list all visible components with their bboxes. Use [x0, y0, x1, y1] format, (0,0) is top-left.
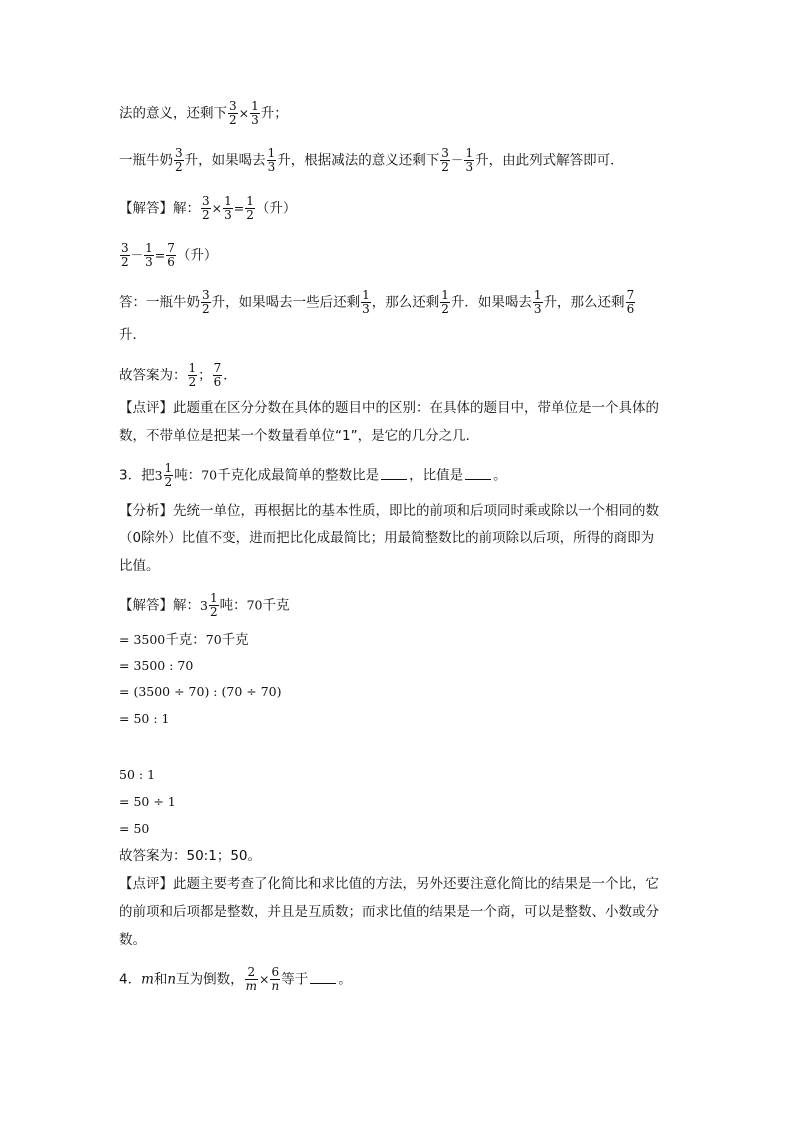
text-line — [119, 289, 636, 316]
numerator: 1 — [533, 288, 542, 302]
text-line: 的前项和后项都是整数，并且是互质数；而求比值的结果是一个商，可以是整数、小数或分 — [119, 904, 659, 920]
fraction — [188, 362, 198, 389]
math-line: = (3500 ÷ 70) : (70 ÷ 70) — [119, 684, 282, 699]
fraction — [209, 592, 219, 619]
numerator: 3 — [441, 146, 449, 160]
text-line — [119, 147, 624, 174]
text: 70 — [246, 597, 263, 613]
fraction — [201, 289, 211, 316]
fraction — [464, 147, 474, 174]
math-line: = 50 : 1 — [119, 711, 170, 726]
denominator: 2 — [202, 302, 210, 316]
numerator: 1 — [164, 461, 173, 475]
answer-blank[interactable] — [310, 971, 336, 984]
fraction — [174, 147, 184, 174]
fraction — [245, 966, 258, 993]
text-line: （0除外）比值不变，进而把比化成最简比；用最简整数比的前项除以后项，所得的商即为 — [119, 530, 655, 546]
text: 吨： — [174, 467, 202, 484]
text: 一瓶牛奶 — [119, 152, 173, 169]
numerator: 1 — [362, 288, 370, 302]
text-line: 数。 — [119, 932, 146, 948]
math-line: = 3500 : 70 — [119, 658, 194, 673]
operator: = — [233, 200, 245, 216]
text: 故答案为： — [119, 367, 187, 384]
text: 法的意义，还剩下 — [119, 105, 227, 122]
fraction — [201, 195, 211, 222]
numerator: 3 — [229, 99, 237, 113]
denominator: 3 — [533, 302, 542, 316]
numerator: 2 — [247, 965, 256, 979]
text-line: 数，不带单位是把某一个数量看单位“1”，是它的几分之几． — [119, 428, 480, 444]
numerator: 3 — [121, 241, 129, 255]
fraction — [361, 289, 371, 316]
denominator: 2 — [229, 113, 237, 127]
text: 千克 — [221, 632, 249, 648]
denominator: 2 — [202, 208, 210, 222]
fraction — [120, 242, 130, 269]
text-line — [119, 362, 237, 389]
numerator: 1 — [188, 361, 197, 375]
denominator: n — [271, 979, 280, 993]
denominator: 2 — [188, 375, 197, 389]
text: 互为倒数， — [176, 971, 244, 988]
denominator: 2 — [121, 255, 129, 269]
numerator: 3 — [202, 288, 210, 302]
numerator: 1 — [267, 146, 276, 160]
numerator: 1 — [209, 591, 218, 605]
fraction — [270, 966, 280, 993]
text: 升； — [260, 105, 288, 122]
text: 4． — [119, 971, 142, 988]
text: ； — [198, 367, 212, 384]
text-line: 升． — [119, 327, 146, 343]
denominator: 3 — [362, 302, 370, 316]
text-line — [119, 630, 249, 650]
whole-part: 3 — [154, 467, 163, 483]
denominator: 6 — [167, 255, 175, 269]
text: ，比值是 — [409, 467, 464, 484]
numerator: 1 — [145, 241, 153, 255]
denominator: 3 — [465, 160, 474, 174]
text-line: 比值。 — [119, 558, 160, 574]
math-line: 50 : 1 — [119, 767, 156, 782]
text-line — [119, 592, 290, 619]
fraction — [228, 100, 238, 127]
text: 升，那么还剩 — [543, 294, 625, 311]
text: （升） — [255, 200, 297, 217]
text: 【解答】解： — [119, 200, 200, 217]
fraction — [164, 462, 174, 489]
text: 千克： — [165, 632, 206, 648]
numerator: 3 — [202, 194, 210, 208]
denominator: 2 — [441, 160, 449, 174]
text: = 3500 — [119, 632, 166, 647]
operator: × — [259, 971, 270, 987]
text: 等于 — [281, 971, 309, 988]
fraction — [213, 362, 223, 389]
fraction — [440, 289, 450, 316]
text: ，那么还剩 — [371, 294, 440, 311]
operator: × — [211, 200, 223, 216]
fraction — [245, 195, 255, 222]
denominator: m — [245, 979, 257, 993]
text: 3．把 — [119, 467, 155, 484]
text-line: 【分析】先统一单位，再根据比的基本性质，即比的前项和后项同时乘或除以一个相同的数 — [119, 503, 659, 519]
operator: － — [450, 152, 464, 168]
operator: = — [154, 247, 166, 263]
denominator: 2 — [164, 475, 173, 489]
text-line: 【点评】此题重在区分分数在具体的题目中的区别：在具体的题目中，带单位是一个具体的 — [119, 400, 659, 416]
denominator: 6 — [626, 302, 635, 316]
denominator: 3 — [145, 255, 153, 269]
text-line — [119, 100, 288, 127]
mixed-number — [155, 462, 175, 489]
denominator: 3 — [267, 160, 276, 174]
text: 升，根据减法的意义还剩下 — [277, 152, 440, 169]
denominator: 2 — [441, 302, 449, 316]
fraction — [250, 100, 260, 127]
text: 升，如果喝去一些后还剩 — [211, 294, 361, 311]
text: ． — [223, 367, 237, 384]
question-4 — [119, 966, 352, 993]
math-line: = 50 — [119, 821, 150, 836]
denominator: 6 — [213, 375, 222, 389]
numerator: 3 — [175, 146, 183, 160]
fraction — [223, 195, 233, 222]
text-line — [119, 242, 217, 269]
text: 。 — [338, 971, 352, 988]
math-line: = 50 ÷ 1 — [119, 794, 176, 809]
numerator: 1 — [251, 99, 259, 113]
answer-blank[interactable] — [381, 467, 407, 480]
operator: － — [130, 247, 144, 263]
text-line: 故答案为：50:1；50。 — [119, 848, 261, 864]
fraction — [440, 147, 450, 174]
numerator: 7 — [167, 241, 175, 255]
text: 和 — [153, 971, 168, 988]
numerator: 1 — [246, 194, 254, 208]
denominator: 3 — [224, 208, 232, 222]
fraction — [626, 289, 636, 316]
variable: m — [141, 971, 154, 988]
text: 答：一瓶牛奶 — [119, 294, 200, 311]
numerator: 1 — [224, 194, 232, 208]
numerator: 1 — [465, 146, 474, 160]
text: 。 — [493, 467, 507, 484]
text: 千克化成最简单的整数比是 — [217, 467, 380, 484]
numerator: 1 — [441, 288, 449, 302]
text: 【解答】解： — [119, 597, 200, 614]
operator: × — [238, 105, 250, 121]
text: 70 — [205, 632, 222, 647]
text: 千克 — [262, 597, 290, 614]
text: 70 — [201, 467, 218, 483]
numerator: 6 — [271, 965, 280, 979]
fraction — [267, 147, 277, 174]
text: 吨： — [219, 597, 247, 614]
numerator: 7 — [626, 288, 635, 302]
denominator: 2 — [209, 605, 218, 619]
question-3 — [119, 462, 507, 489]
denominator: 2 — [175, 160, 183, 174]
fraction — [166, 242, 176, 269]
variable: n — [167, 971, 177, 988]
whole-part: 3 — [200, 597, 208, 613]
text: （升） — [176, 247, 218, 264]
text: 升，如果喝去 — [184, 152, 266, 169]
mixed-number — [200, 592, 220, 619]
fraction — [533, 289, 543, 316]
text: 升，由此列式解答即可． — [475, 152, 624, 169]
numerator: 7 — [213, 361, 222, 375]
fraction — [144, 242, 154, 269]
text: 升．如果喝去 — [450, 294, 532, 311]
denominator: 3 — [251, 113, 259, 127]
answer-blank[interactable] — [465, 467, 491, 480]
denominator: 2 — [246, 208, 254, 222]
text-line: 【点评】此题主要考查了化简比和求比值的方法，另外还要注意化简比的结果是一个比，它 — [119, 876, 659, 892]
text-line — [119, 195, 296, 222]
